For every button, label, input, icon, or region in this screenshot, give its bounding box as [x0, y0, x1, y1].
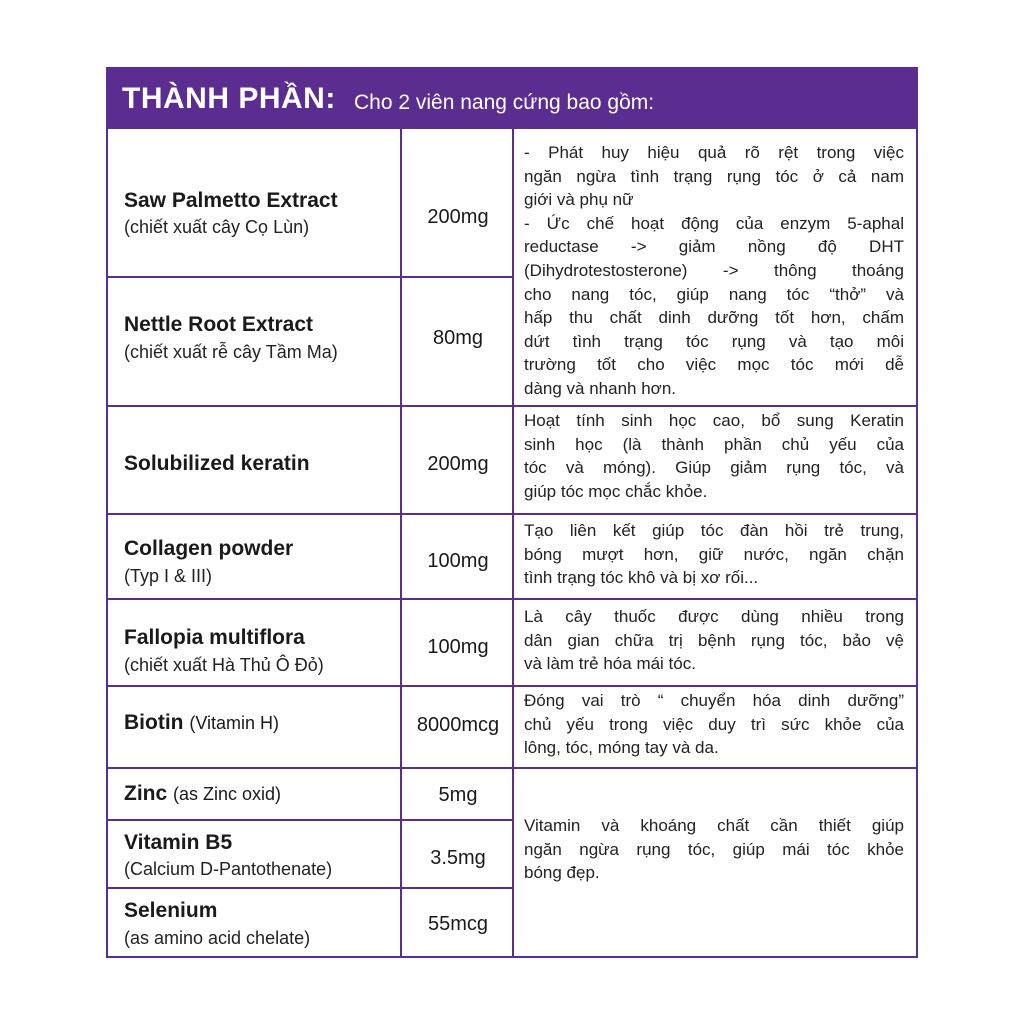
description-line: bóng mượt hơn, giữ nước, ngăn chặn	[524, 544, 904, 564]
row-divider	[108, 513, 916, 515]
description-line: (Dihydrotestosterone) -> thông thoáng	[524, 260, 904, 280]
description-line: trường tốt cho việc mọc tóc mới dễ	[524, 355, 904, 375]
ingredient-amount: 55mcg	[427, 913, 489, 935]
description-line: và làm trẻ hóa mái tóc.	[524, 654, 696, 674]
ingredient-subtitle: (Typ I & III)	[124, 566, 213, 586]
description-fallopia	[524, 605, 904, 676]
description-line: giới và phụ nữ	[524, 190, 634, 210]
column-divider-amount	[512, 129, 514, 956]
row-divider	[108, 685, 916, 687]
description-line: Là cây thuốc được dùng nhiều trong	[524, 607, 904, 626]
ingredient-name: Solubilized keratin	[124, 452, 310, 475]
description-line: reductase -> giảm nồng độ DHT	[524, 237, 904, 257]
description-line: chủ yếu trong việc duy trì sức khỏe của	[524, 714, 904, 734]
ingredient-amount: 100mg	[427, 636, 489, 658]
description-line: dân gian chữa trị bệnh rụng tóc, bảo vệ	[524, 630, 904, 650]
ingredient-name: Biotin (Vitamin H)	[124, 711, 280, 734]
ingredient-amount: 8000mcg	[416, 714, 500, 736]
description-line: lông, tóc, móng tay và da.	[524, 738, 719, 758]
description-line: - Phát huy hiệu quả rõ rệt trong việc	[524, 143, 904, 162]
row-divider	[108, 767, 916, 769]
table-header	[108, 69, 916, 129]
row-divider	[108, 887, 514, 889]
description-minerals	[524, 814, 904, 885]
ingredient-subtitle: (as amino acid chelate)	[124, 928, 311, 948]
header-title: THÀNH PHẦN:	[122, 82, 336, 115]
ingredient-name: Selenium	[124, 899, 218, 922]
description-collagen	[524, 519, 904, 590]
description-line: cho nang tóc, giúp nang tóc “thở” và	[524, 284, 904, 304]
description-biotin	[524, 689, 904, 760]
description-line: sinh học (là thành phần chủ yếu của	[524, 434, 904, 454]
ingredient-name: Nettle Root Extract	[124, 313, 314, 336]
description-line: Tạo liên kết giúp tóc đàn hồi trẻ trung,	[524, 521, 904, 540]
ingredient-subtitle: (chiết xuất Hà Thủ Ô Đỏ)	[124, 655, 324, 675]
description-line: Đóng vai trò “ chuyển hóa dinh dưỡng”	[524, 691, 904, 710]
ingredient-note: (Vitamin H)	[189, 713, 280, 733]
description-line: dàng và nhanh hơn.	[524, 378, 676, 398]
ingredient-subtitle: (Calcium D-Pantothenate)	[124, 859, 333, 879]
description-line: hấp thu chất dinh dưỡng tốt hơn, chấm	[524, 308, 904, 328]
ingredient-subtitle: (chiết xuất rễ cây Tầm Ma)	[124, 342, 338, 362]
description-line: bóng đẹp.	[524, 863, 600, 883]
description-line: Vitamin và khoáng chất cần thiết giúp	[524, 816, 904, 835]
description-line: dứt tình trạng tóc rụng và tạo môi	[524, 331, 904, 351]
ingredients-table	[106, 67, 918, 958]
column-divider-name	[400, 129, 402, 956]
ingredient-amount: 5mg	[438, 784, 478, 806]
row-divider	[108, 598, 916, 600]
ingredient-name: Vitamin B5	[124, 831, 233, 854]
description-line: - Ức chế hoạt động của enzym 5-aphal	[524, 213, 904, 233]
ingredient-name: Zinc (as Zinc oxid)	[124, 782, 282, 805]
row-divider	[108, 405, 916, 407]
ingredient-amount: 80mg	[432, 327, 484, 349]
description-keratin	[524, 409, 904, 503]
ingredient-amount: 100mg	[427, 550, 489, 572]
row-divider	[108, 276, 514, 278]
description-line: ngăn ngừa tình trạng rụng tóc ở cả nam	[524, 166, 904, 186]
row-divider	[108, 819, 514, 821]
ingredient-amount: 3.5mg	[430, 847, 486, 869]
description-line: ngăn ngừa rụng tóc, giúp mái tóc khỏe	[524, 839, 904, 859]
ingredient-amount: 200mg	[427, 206, 489, 228]
description-line: tóc và móng). Giúp giảm rụng tóc, và	[524, 458, 904, 478]
description-line: Hoạt tính sinh học cao, bổ sung Keratin	[524, 411, 904, 430]
ingredient-name: Collagen powder	[124, 537, 294, 560]
ingredient-subtitle: (chiết xuất cây Cọ Lùn)	[124, 217, 310, 237]
ingredient-name: Saw Palmetto Extract	[124, 189, 338, 212]
ingredient-amount: 200mg	[427, 453, 489, 475]
header-subtitle: Cho 2 viên nang cứng bao gồm:	[354, 91, 655, 114]
ingredient-note: (as Zinc oxid)	[173, 784, 282, 804]
description-line: tình trạng tóc khô và bị xơ rối...	[524, 568, 759, 588]
description-hair-loss	[524, 141, 904, 401]
ingredient-name: Fallopia multiflora	[124, 626, 305, 649]
description-line: giúp tóc mọc chắc khỏe.	[524, 481, 708, 501]
